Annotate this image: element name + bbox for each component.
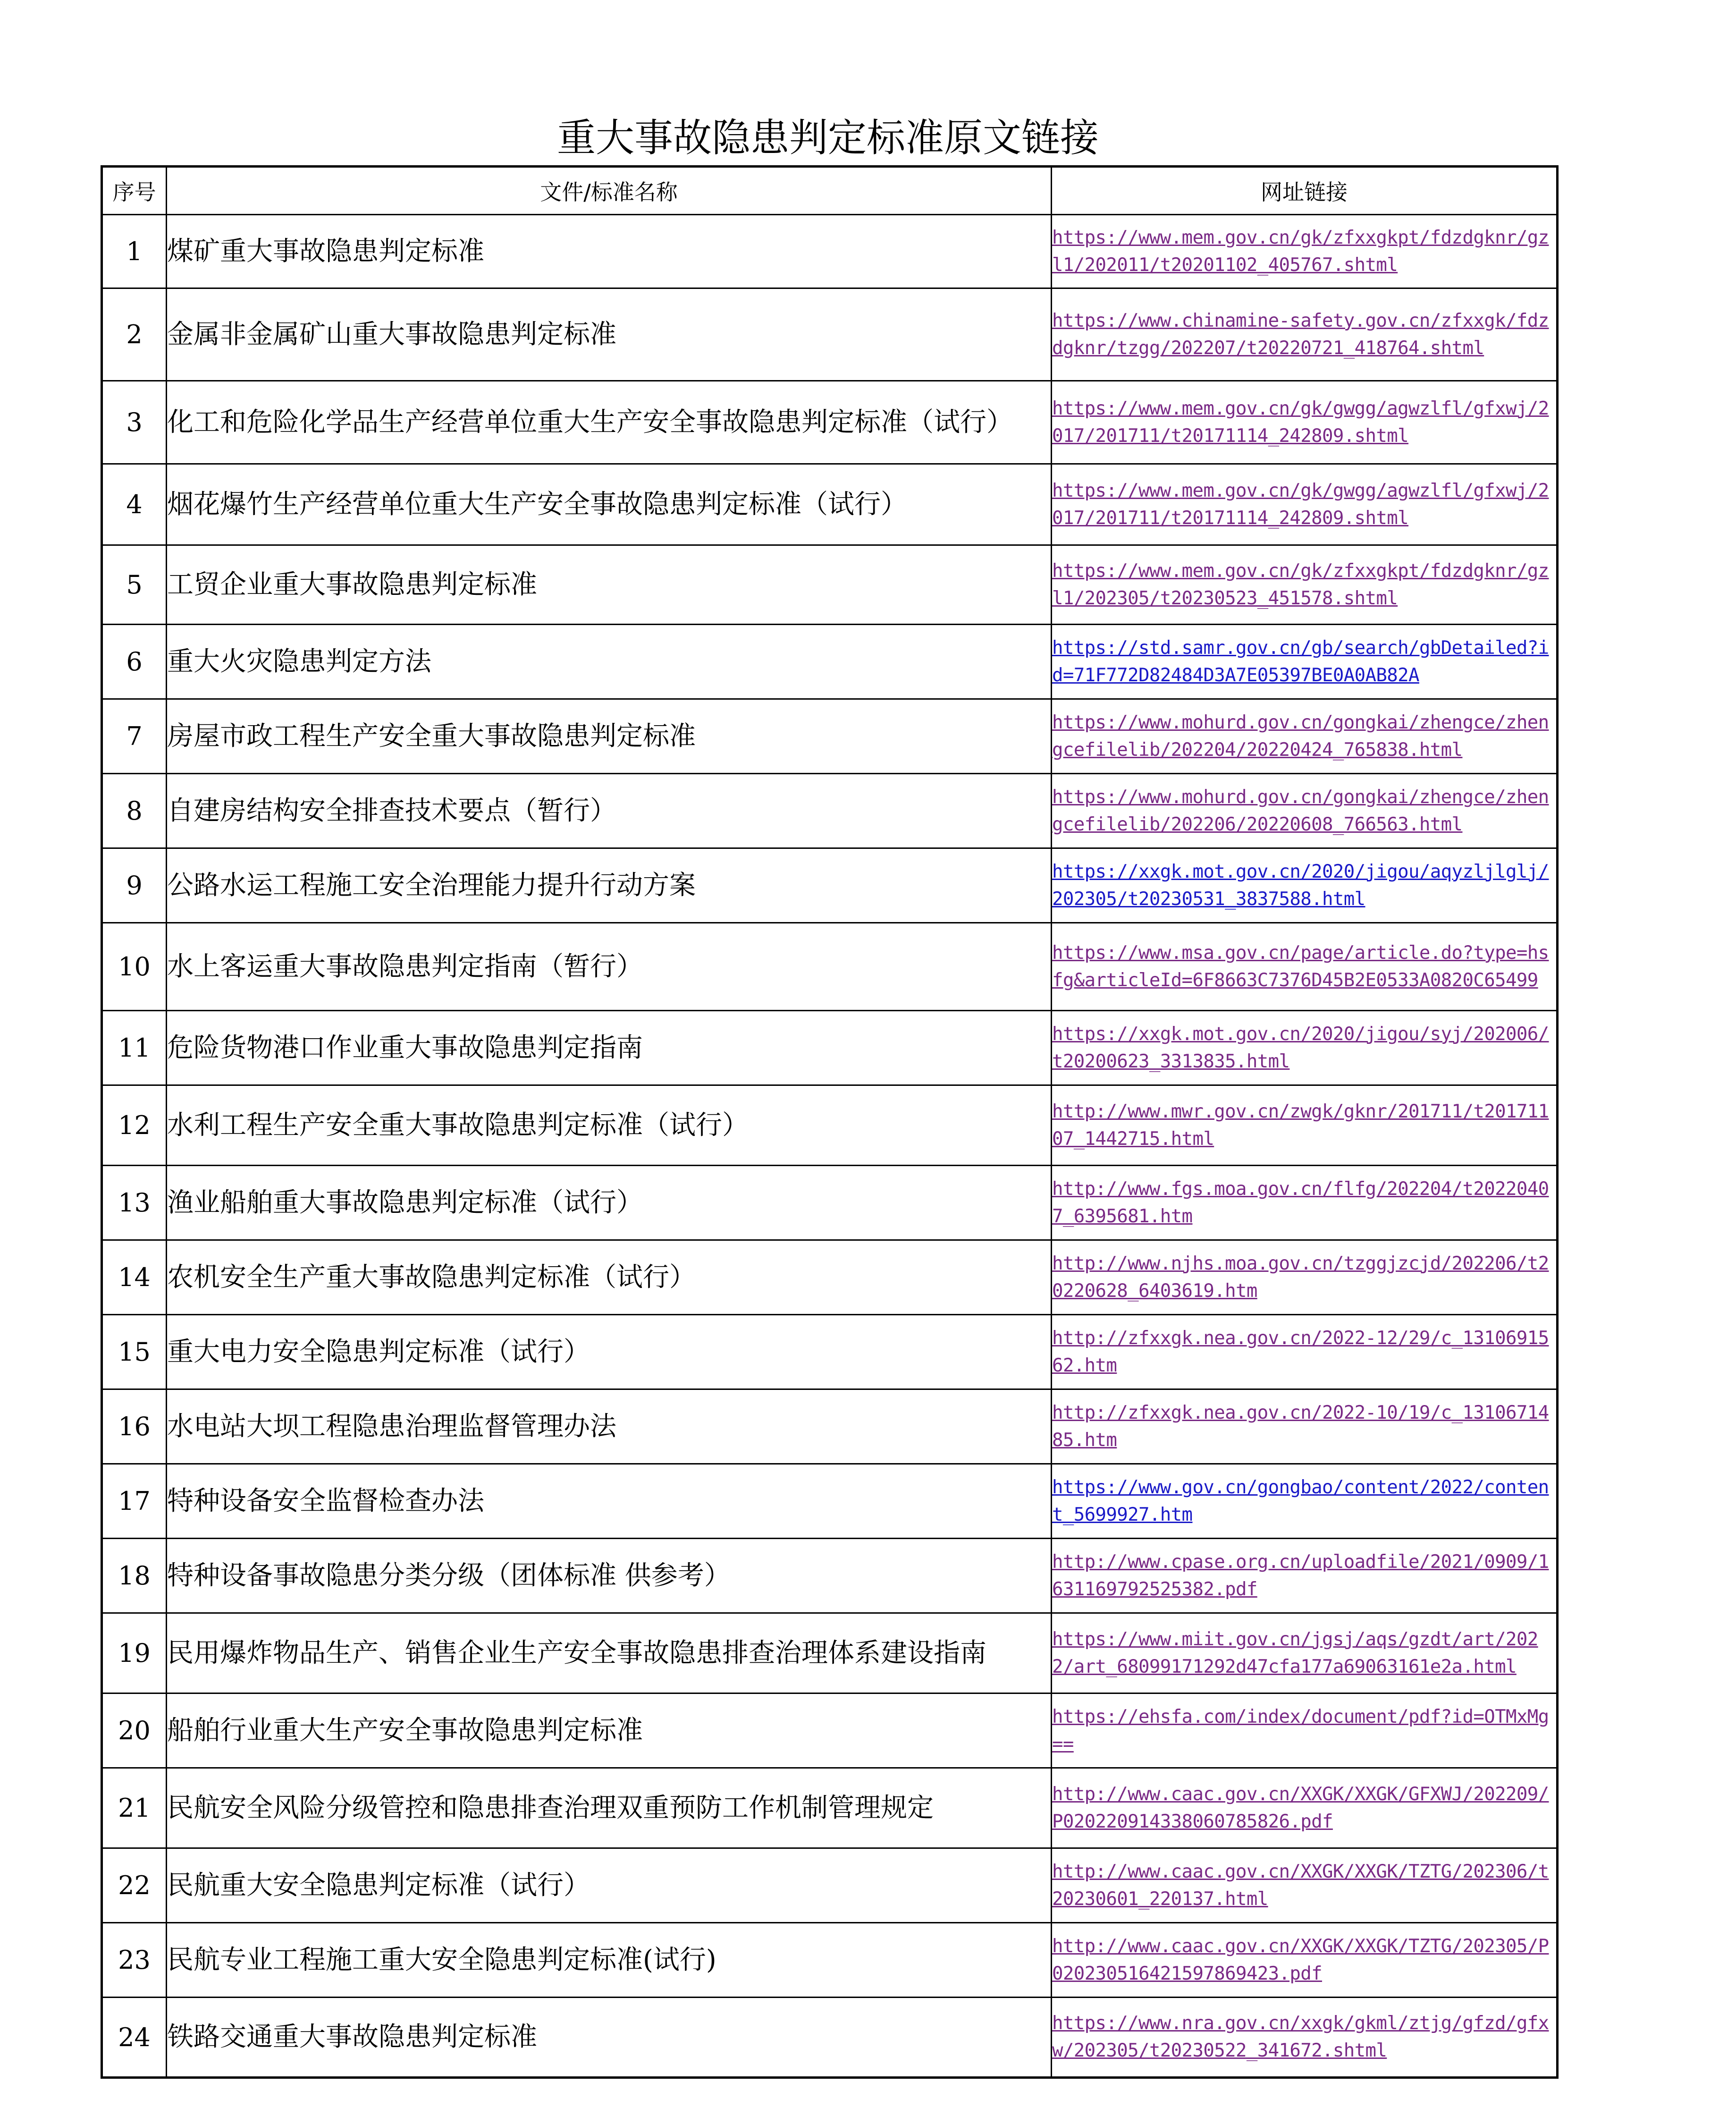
row-document-name: 民航安全风险分级管控和隐患排查治理双重预防工作机制管理规定: [167, 1768, 1052, 1848]
header-url: 网址链接: [1052, 167, 1558, 215]
row-url-link[interactable]: http://www.cpase.org.cn/uploadfile/2021/0909/1631169792525382.pdf: [1052, 1551, 1549, 1600]
row-url-cell: [1052, 848, 1558, 923]
table-row: [102, 1998, 1558, 2078]
row-serial-number: 1: [102, 215, 167, 288]
table-row: [102, 1011, 1558, 1085]
row-url-link[interactable]: https://www.msa.gov.cn/page/article.do?type=hsfg&articleId=6F8663C7376D45B2E0533A0820C65499: [1052, 942, 1549, 991]
row-document-name: 烟花爆竹生产经营单位重大生产安全事故隐患判定标准（试行）: [167, 464, 1052, 545]
row-document-name: 渔业船舶重大事故隐患判定标准（试行）: [167, 1166, 1052, 1240]
row-url-link[interactable]: http://www.caac.gov.cn/XXGK/XXGK/TZTG/202305/P020230516421597869423.pdf: [1052, 1935, 1549, 1984]
row-serial-number: 8: [102, 774, 167, 848]
row-document-name: 民航重大安全隐患判定标准（试行）: [167, 1848, 1052, 1923]
row-url-link[interactable]: http://zfxxgk.nea.gov.cn/2022-12/29/c_1310691562.htm: [1052, 1327, 1549, 1376]
row-document-name: 水电站大坝工程隐患治理监督管理办法: [167, 1389, 1052, 1464]
row-url-link[interactable]: https://std.samr.gov.cn/gb/search/gbDetailed?id=71F772D82484D3A7E05397BE0A0AB82A: [1052, 637, 1549, 686]
row-url-link[interactable]: https://www.nra.gov.cn/xxgk/gkml/ztjg/gfzd/gfxw/202305/t20230522_341672.shtml: [1052, 2013, 1549, 2061]
row-url-link[interactable]: https://www.mem.gov.cn/gk/zfxxgkpt/fdzdgknr/gzl1/202011/t20201102_405767.shtml: [1052, 227, 1549, 276]
row-url-cell: [1052, 923, 1558, 1011]
row-url-cell: [1052, 464, 1558, 545]
table-row: [102, 1240, 1558, 1315]
table-row: [102, 545, 1558, 625]
row-url-link[interactable]: https://ehsfa.com/index/document/pdf?id=OTMxMg==: [1052, 1706, 1549, 1755]
row-document-name: 水上客运重大事故隐患判定指南（暂行）: [167, 923, 1052, 1011]
row-url-cell: [1052, 1848, 1558, 1923]
row-url-cell: [1052, 1693, 1558, 1768]
row-serial-number: 14: [102, 1240, 167, 1315]
table-row: [102, 1315, 1558, 1389]
table-row: [102, 1768, 1558, 1848]
row-serial-number: 19: [102, 1613, 167, 1693]
table-row: [102, 288, 1558, 381]
row-url-cell: [1052, 1613, 1558, 1693]
row-url-link[interactable]: http://www.fgs.moa.gov.cn/flfg/202204/t20220407_6395681.htm: [1052, 1178, 1549, 1227]
table-row: [102, 381, 1558, 464]
row-serial-number: 4: [102, 464, 167, 545]
row-document-name: 煤矿重大事故隐患判定标准: [167, 215, 1052, 288]
row-url-link[interactable]: http://www.mwr.gov.cn/zwgk/gknr/201711/t20171107_1442715.html: [1052, 1101, 1549, 1150]
row-serial-number: 13: [102, 1166, 167, 1240]
row-url-cell: [1052, 1315, 1558, 1389]
row-url-cell: [1052, 215, 1558, 288]
row-url-link[interactable]: https://www.gov.cn/gongbao/content/2022/content_5699927.htm: [1052, 1476, 1549, 1525]
table-row: [102, 1166, 1558, 1240]
header-document-name: 文件/标准名称: [167, 167, 1052, 215]
row-serial-number: 12: [102, 1085, 167, 1166]
table-row: [102, 625, 1558, 699]
row-document-name: 船舶行业重大生产安全事故隐患判定标准: [167, 1693, 1052, 1768]
row-document-name: 农机安全生产重大事故隐患判定标准（试行）: [167, 1240, 1052, 1315]
row-serial-number: 24: [102, 1998, 167, 2078]
row-document-name: 房屋市政工程生产安全重大事故隐患判定标准: [167, 699, 1052, 774]
table-row: [102, 1464, 1558, 1539]
row-serial-number: 6: [102, 625, 167, 699]
row-document-name: 水利工程生产安全重大事故隐患判定标准（试行）: [167, 1085, 1052, 1166]
header-serial-number: 序号: [102, 167, 167, 215]
row-serial-number: 20: [102, 1693, 167, 1768]
row-serial-number: 2: [102, 288, 167, 381]
row-url-link[interactable]: https://www.miit.gov.cn/jgsj/aqs/gzdt/art/2022/art_68099171292d47cfa177a69063161e2a.html: [1052, 1628, 1538, 1677]
row-serial-number: 15: [102, 1315, 167, 1389]
row-url-link[interactable]: https://xxgk.mot.gov.cn/2020/jigou/syj/202006/t20200623_3313835.html: [1052, 1023, 1549, 1072]
row-document-name: 重大火灾隐患判定方法: [167, 625, 1052, 699]
table-row: [102, 1848, 1558, 1923]
row-url-cell: [1052, 1240, 1558, 1315]
row-url-cell: [1052, 381, 1558, 464]
row-document-name: 民用爆炸物品生产、销售企业生产安全事故隐患排查治理体系建设指南: [167, 1613, 1052, 1693]
row-url-link[interactable]: https://www.mem.gov.cn/gk/gwgg/agwzlfl/gfxwj/2017/201711/t20171114_242809.shtml: [1052, 398, 1549, 447]
row-document-name: 民航专业工程施工重大安全隐患判定标准(试行): [167, 1923, 1052, 1998]
row-serial-number: 11: [102, 1011, 167, 1085]
row-serial-number: 21: [102, 1768, 167, 1848]
table-row: [102, 774, 1558, 848]
page-title: 重大事故隐患判定标准原文链接: [556, 116, 1099, 161]
row-serial-number: 18: [102, 1539, 167, 1613]
row-url-link[interactable]: http://www.njhs.moa.gov.cn/tzggjzcjd/202206/t20220628_6403619.htm: [1052, 1253, 1549, 1302]
table-row: [102, 215, 1558, 288]
row-url-cell: [1052, 1539, 1558, 1613]
row-serial-number: 16: [102, 1389, 167, 1464]
row-document-name: 工贸企业重大事故隐患判定标准: [167, 545, 1052, 625]
row-document-name: 特种设备安全监督检查办法: [167, 1464, 1052, 1539]
table-header-row: [102, 167, 1558, 215]
table-row: [102, 1923, 1558, 1998]
row-url-cell: [1052, 1923, 1558, 1998]
table-row: [102, 848, 1558, 923]
table-row: [102, 1539, 1558, 1613]
table-row: [102, 1085, 1558, 1166]
table-row: [102, 464, 1558, 545]
row-url-cell: [1052, 774, 1558, 848]
row-serial-number: 10: [102, 923, 167, 1011]
row-url-cell: [1052, 625, 1558, 699]
row-url-cell: [1052, 1085, 1558, 1166]
row-document-name: 危险货物港口作业重大事故隐患判定指南: [167, 1011, 1052, 1085]
row-document-name: 化工和危险化学品生产经营单位重大生产安全事故隐患判定标准（试行）: [167, 381, 1052, 464]
row-url-link[interactable]: https://www.mem.gov.cn/gk/zfxxgkpt/fdzdgknr/gzl1/202305/t20230523_451578.shtml: [1052, 560, 1549, 609]
row-url-cell: [1052, 288, 1558, 381]
row-serial-number: 7: [102, 699, 167, 774]
standards-table: [101, 165, 1559, 2079]
row-url-cell: [1052, 1998, 1558, 2078]
table-row: [102, 699, 1558, 774]
row-url-link[interactable]: http://www.caac.gov.cn/XXGK/XXGK/TZTG/202306/t20230601_220137.html: [1052, 1861, 1549, 1910]
row-document-name: 公路水运工程施工安全治理能力提升行动方案: [167, 848, 1052, 923]
row-serial-number: 3: [102, 381, 167, 464]
table-row: [102, 923, 1558, 1011]
row-url-link[interactable]: https://www.mohurd.gov.cn/gongkai/zhengce/zhengcefilelib/202206/20220608_766563.html: [1052, 786, 1549, 835]
row-serial-number: 22: [102, 1848, 167, 1923]
row-document-name: 特种设备事故隐患分类分级（团体标准 供参考）: [167, 1539, 1052, 1613]
row-url-cell: [1052, 1768, 1558, 1848]
table-row: [102, 1613, 1558, 1693]
row-url-cell: [1052, 545, 1558, 625]
row-serial-number: 23: [102, 1923, 167, 1998]
table-row: [102, 1693, 1558, 1768]
row-url-cell: [1052, 1166, 1558, 1240]
row-document-name: 金属非金属矿山重大事故隐患判定标准: [167, 288, 1052, 381]
row-url-cell: [1052, 1011, 1558, 1085]
row-url-link[interactable]: https://www.mohurd.gov.cn/gongkai/zhengce/zhengcefilelib/202204/20220424_765838.html: [1052, 711, 1549, 761]
table-row: [102, 1389, 1558, 1464]
row-document-name: 重大电力安全隐患判定标准（试行）: [167, 1315, 1052, 1389]
row-url-cell: [1052, 1464, 1558, 1539]
row-url-cell: [1052, 699, 1558, 774]
row-url-link[interactable]: https://xxgk.mot.gov.cn/2020/jigou/aqyzljlglj/202305/t20230531_3837588.html: [1052, 861, 1549, 910]
row-url-cell: [1052, 1389, 1558, 1464]
row-serial-number: 17: [102, 1464, 167, 1539]
row-url-link[interactable]: http://zfxxgk.nea.gov.cn/2022-10/19/c_1310671485.htm: [1052, 1402, 1549, 1451]
row-serial-number: 9: [102, 848, 167, 923]
row-serial-number: 5: [102, 545, 167, 625]
row-url-link[interactable]: https://www.mem.gov.cn/gk/gwgg/agwzlfl/gfxwj/2017/201711/t20171114_242809.shtml: [1052, 480, 1549, 529]
row-url-link[interactable]: http://www.caac.gov.cn/XXGK/XXGK/GFXWJ/202209/P020220914338060785826.pdf: [1052, 1783, 1549, 1832]
row-url-link[interactable]: https://www.chinamine-safety.gov.cn/zfxxgk/fdzdgknr/tzgg/202207/t20220721_418764.shtml: [1052, 310, 1549, 359]
row-document-name: 铁路交通重大事故隐患判定标准: [167, 1998, 1052, 2078]
row-document-name: 自建房结构安全排查技术要点（暂行）: [167, 774, 1052, 848]
